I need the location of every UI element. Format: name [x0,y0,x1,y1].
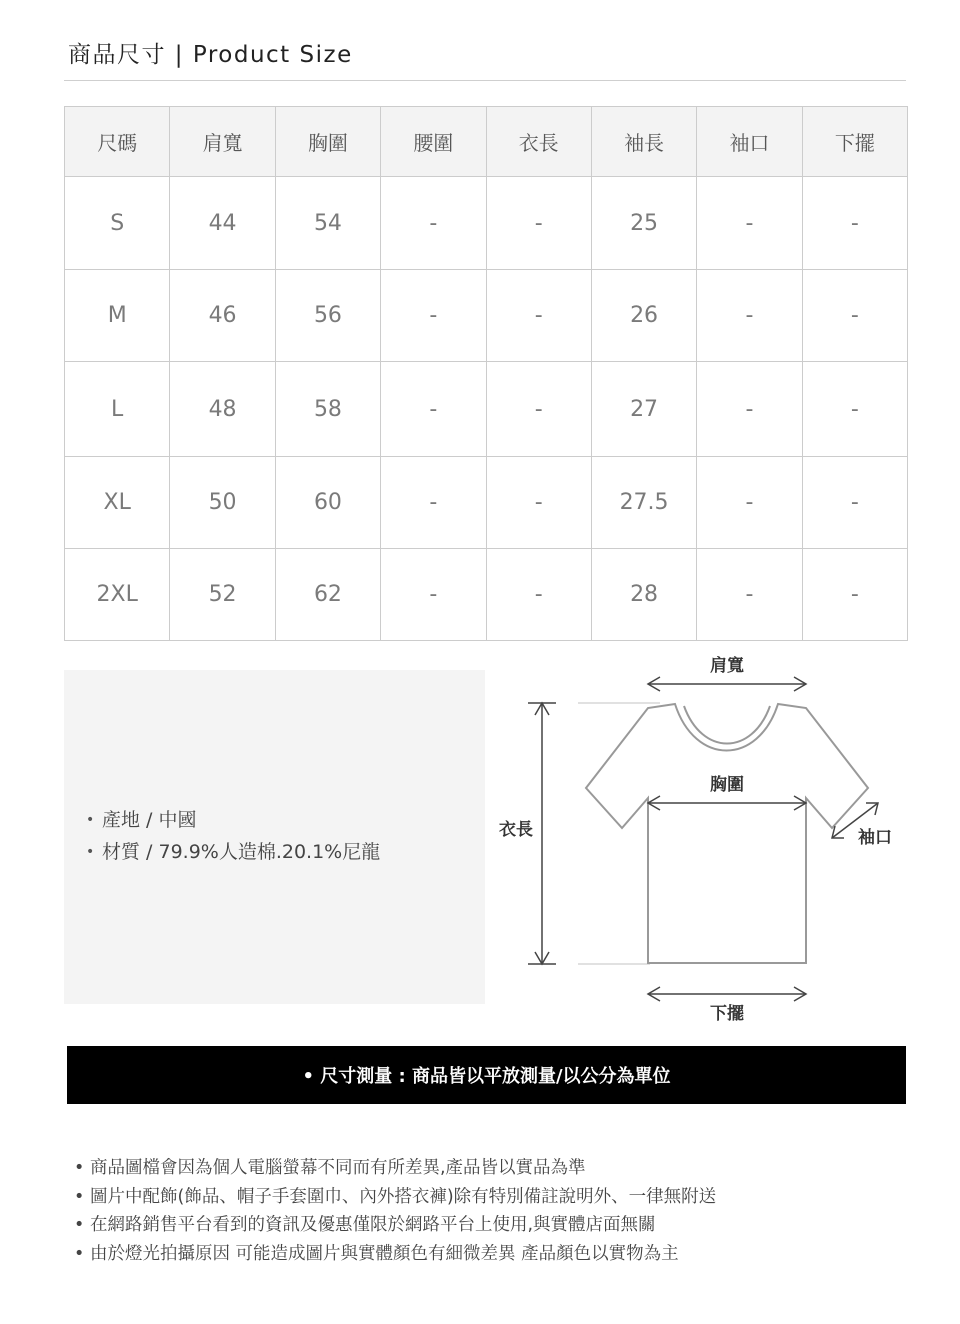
table-cell: 27.5 [591,457,696,549]
table-row [65,457,908,549]
material-info: • 材質 / 79.9%人造棉.20.1%尼龍 [86,836,380,868]
length-label: 衣長 [499,820,533,840]
table-cell: - [802,270,907,362]
table-cell: 54 [275,177,380,270]
header-size: 尺碼 [65,107,170,177]
header-hem: 下擺 [802,107,907,177]
table-cell: - [486,177,591,270]
table-cell: 28 [591,549,696,641]
table-cell: - [486,362,591,457]
table-cell: - [802,549,907,641]
table-header-row [65,107,908,177]
table-row [65,549,908,641]
title-divider [64,80,906,81]
origin-info: • 產地 / 中國 [86,804,380,836]
table-cell: - [697,457,802,549]
table-cell: 26 [591,270,696,362]
table-cell: M [65,270,170,362]
table-cell: - [802,362,907,457]
table-cell: 27 [591,362,696,457]
table-cell: - [802,457,907,549]
product-info-box [64,670,485,1004]
table-cell: - [697,549,802,641]
table-cell: 48 [170,362,275,457]
table-cell: S [65,177,170,270]
table-cell: - [381,270,486,362]
table-cell: 46 [170,270,275,362]
table-cell: 50 [170,457,275,549]
table-cell: 56 [275,270,380,362]
table-cell: - [381,549,486,641]
table-cell: - [381,362,486,457]
header-length: 衣長 [486,107,591,177]
note-item: • 商品圖檔會因為個人電腦螢幕不同而有所差異,產品皆以實品為準 [74,1154,716,1183]
hem-arrow [648,987,806,1001]
table-cell: - [381,457,486,549]
header-shoulder: 肩寬 [170,107,275,177]
table-cell: - [802,177,907,270]
disclaimer-notes [74,1154,716,1269]
hem-label: 下擺 [710,1004,744,1024]
shoulder-arrow [648,677,806,691]
cuff-label: 袖口 [858,828,892,848]
table-row [65,270,908,362]
table-cell: - [697,177,802,270]
table-cell: 25 [591,177,696,270]
product-info-list [86,804,380,868]
measurement-note-banner: • 尺寸測量 : 商品皆以平放測量/以公分為單位 [67,1046,906,1104]
note-item: • 在網路銷售平台看到的資訊及優惠僅限於網路平台上使用,與實體店面無關 [74,1211,716,1240]
note-item: • 圖片中配飾(飾品、帽子手套圍巾、內外搭衣褲)除有特別備註說明外、一律無附送 [74,1183,716,1212]
table-cell: 2XL [65,549,170,641]
table-cell: 52 [170,549,275,641]
table-row [65,177,908,270]
table-cell: - [697,270,802,362]
note-item: • 由於燈光拍攝原因 可能造成圖片與實體顏色有細微差異 產品顏色以實物為主 [74,1240,716,1269]
chest-label: 胸圍 [710,775,744,795]
table-cell: - [486,270,591,362]
table-cell: L [65,362,170,457]
table-cell: 44 [170,177,275,270]
table-row [65,362,908,457]
table-cell: - [486,457,591,549]
header-cuff: 袖口 [697,107,802,177]
table-cell: - [381,177,486,270]
chest-arrow [648,796,806,810]
header-waist: 腰圍 [381,107,486,177]
page-title: 商品尺寸 | Product Size [68,42,353,68]
size-table [64,106,908,641]
header-chest: 胸圍 [275,107,380,177]
table-cell: 58 [275,362,380,457]
table-cell: 62 [275,549,380,641]
table-cell: - [486,549,591,641]
table-cell: - [697,362,802,457]
table-cell: XL [65,457,170,549]
tshirt-measurement-diagram [490,648,930,1038]
header-sleeve-length: 袖長 [591,107,696,177]
table-cell: 60 [275,457,380,549]
shoulder-label: 肩寬 [710,656,744,676]
